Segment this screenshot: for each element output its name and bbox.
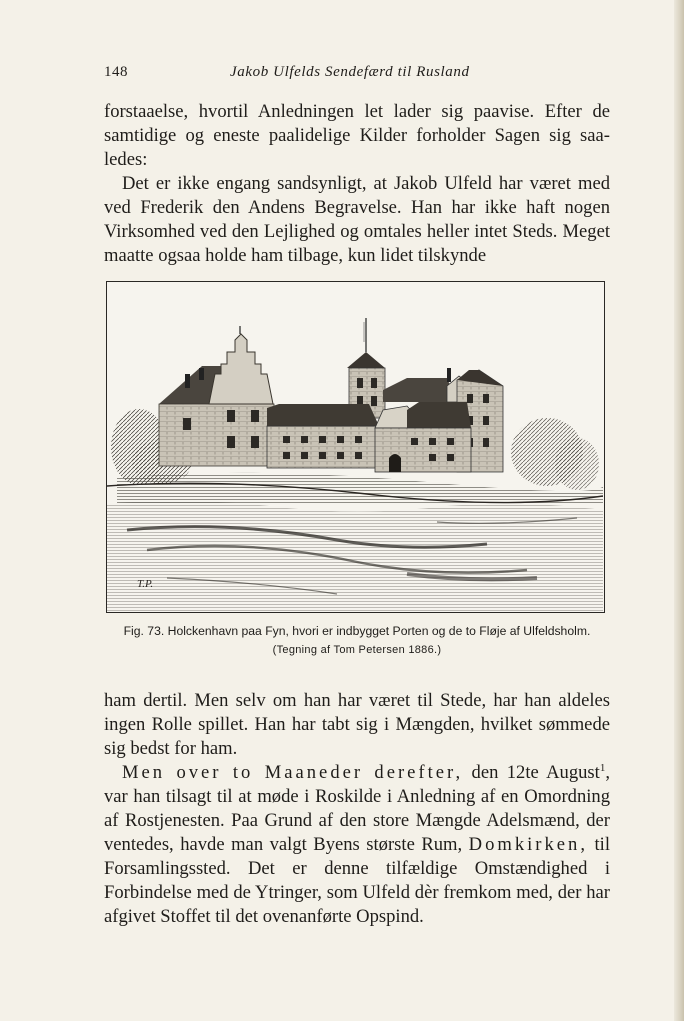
spaced-phrase-2: Domkirken, [468, 834, 588, 855]
artist-signature: T.P. [137, 578, 154, 590]
front-range [267, 402, 471, 472]
paragraph-4: Men over to Maaneder derefter, den 12te August$^1$, var han tilsagt til at møde i Roskilde i Anledning af en Omordning af Rostjenesten. Paa Grund af den store Mængde Adelsmænd, der ventedes, havde man valgt Byens største Rum, Domkirken, til Forsamlingssted. Det er denne tilfældige Omstændighed i Forbindelse med de Ytringer, som Ulfeld dèr fremkom med, der har afgivet Stoffet til det ovenanførte Opspind. [104, 761, 610, 927]
page-header [104, 64, 610, 84]
spaced-phrase-1: Men over to Maaneder derefter, [122, 762, 464, 783]
paragraph-1: forstaaelse, hvortil Anledningen let lader sig paavise. Efter de samtidige og eneste paalidelige Kilder forholder Sagen sig saaledes: [104, 101, 610, 170]
paragraph-2: Det er ikke engang sandsynligt, at Jakob Ulfeld har været med ved Frederik den Andens Begravelse. Han har ikke haft nogen Virksomhed ved den Lejlighed og omtales heller intet Steds. Meget maatte ogsaa holde ham tilbage, kun lidet tilskynde [104, 173, 610, 266]
page-edge-shadow [674, 0, 684, 1021]
castle-engraving [107, 282, 603, 611]
text-block-bottom [104, 689, 610, 929]
running-title: Jakob Ulfelds Sendefærd til Rusland [230, 64, 470, 80]
caption-credit: (Tegning af Tom Petersen 1886.) [272, 644, 442, 656]
paragraph-3: ham dertil. Men selv om han har været til Stede, har han aldeles ingen Rolle spillet. Han har tabt sig i Mængden, hvilket sømmede sig bedst for ham. [104, 690, 610, 759]
moat-water [107, 473, 603, 611]
figure-illustration [106, 281, 605, 613]
figure-caption [104, 623, 610, 659]
page-number: 148 [104, 64, 128, 80]
caption-text: Fig. 73. Holckenhavn paa Fyn, hvori er indbygget Porten og de to Fløje af Ulfeldsholm. [123, 624, 591, 638]
footnote-marker: 1 [599, 761, 606, 774]
text-block-top [104, 100, 610, 268]
